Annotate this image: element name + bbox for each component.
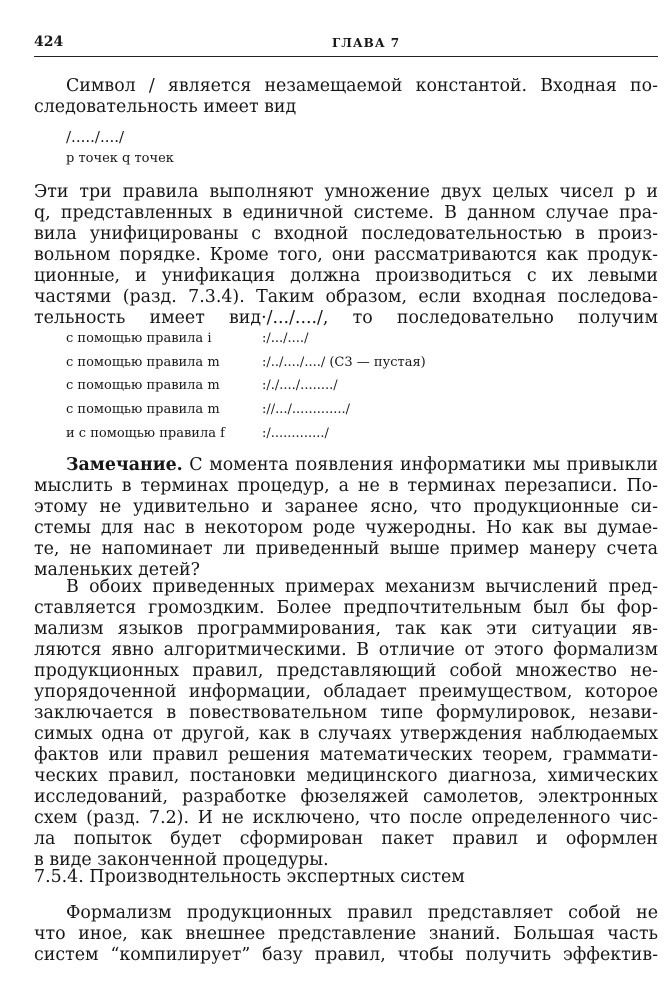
rule-label: с помощью правила m (66, 355, 220, 370)
rule-label: и с помощью правила f (66, 426, 225, 441)
para3-line: мализм языков программирования, так как эти ситуации яв- (34, 619, 658, 639)
chapter-title: ГЛАВА 7 (332, 36, 401, 50)
remark-line (66, 455, 658, 476)
para3-line: фактов или правил решения математических теорем, граммати- (34, 745, 658, 765)
rule-label: с помощью правила m (66, 402, 220, 417)
para2-line: ционные, и унификация должна производиться с их левыми (34, 266, 658, 286)
para3-line: схем (разд. 7.2). И не исключено, что после определенного чис- (34, 808, 658, 828)
rule-sequence: ://.../............./ (262, 402, 351, 417)
formula-legend: p точек q точек (66, 151, 174, 166)
rule-label: с помощью правила m (66, 378, 220, 393)
para4-line: систем “компилирует” базу правил, чтобы получить эффектив- (34, 945, 658, 965)
formula-pattern: /...../..../ (66, 128, 125, 146)
remark-line: стемы для нас в некотором роде чужеродны. Но как вы думае- (34, 518, 658, 538)
para4-line: что иное, как внешнее представление знаний. Большая часть (34, 924, 658, 944)
para2-line: вольном порядке. Кроме того, они рассматриваются как продук- (34, 245, 658, 265)
para3-line: симых одна от другой, как в случаях утверждения наблюдаемых (34, 724, 658, 744)
para3-line: В обоих приведенных примерах механизм вычислений пред- (66, 577, 658, 597)
rule-label: с помощью правила i (66, 331, 212, 346)
para3-line: продукционных правил, представляющий собой множество не- (34, 661, 658, 681)
running-header (34, 34, 658, 57)
rule-sequence: :/../..../..../ (С3 — пустая) (262, 355, 426, 370)
page-number: 424 (34, 34, 64, 50)
para4-line: Формализм продукционных правил представляет собой не (66, 903, 658, 923)
remark-line: этому не удивительно и заранее ясно, что продукционные си- (34, 497, 658, 517)
para3-line: исследований, разработке фюзеляжей самолетов, электронных (34, 787, 658, 807)
para2-line: частями (разд. 7.3.4). Таким образом, если входная последова- (34, 287, 658, 307)
para3-line: в виде законченной процедуры. (34, 850, 329, 870)
para2-line: тельность имеет вид·/.../..../, то последовательно получим (34, 308, 658, 328)
para2-line: вила унифицированы с входной последовательностью в произ- (34, 224, 658, 244)
para3-line: ляются явно алгоритмическими. В отличие от этого формализм (34, 640, 658, 660)
para1-line: Символ / является незамещаемой константой. Входная по- (66, 76, 658, 96)
remark-line: маленьких детей? (34, 560, 200, 580)
rule-sequence: :/./..../......../ (262, 378, 338, 393)
para3-line: ла попыток будет сформирован пакет правил и оформлен (34, 829, 658, 849)
section-heading: 7.5.4. Производнтельность экспертных систем (34, 867, 465, 887)
para2-line: Эти три правила выполняют умножение двух целых чисел p и (34, 182, 658, 202)
remark-line: мыслить в терминах процедур, а не в терминах перезаписи. По- (34, 476, 658, 496)
para3-line: ческих правил, постановки медицинского диагноза, химических (34, 766, 658, 786)
para3-line: ставляется громоздким. Более предпочтительным был бы фор- (34, 598, 658, 618)
remark-text: С момента появления информатики мы привыкли (182, 455, 658, 475)
remark-line: те, не напоминает ли приведенный выше пример манеру счета (34, 539, 658, 559)
rule-sequence: :/.../..../ (262, 331, 309, 346)
para3-line: упорядоченной информации, обладает преимуществом, которое (34, 682, 658, 702)
remark-bold-label: Замечание. (66, 455, 183, 475)
para1-line: следовательность имеет вид (34, 97, 297, 117)
para2-line: q, представленных в единичной системе. В данном случае пра- (34, 203, 658, 223)
rule-sequence: :/............./ (262, 426, 329, 441)
para3-line: заключается в повествовательном типе формулировок, незави- (34, 703, 658, 723)
